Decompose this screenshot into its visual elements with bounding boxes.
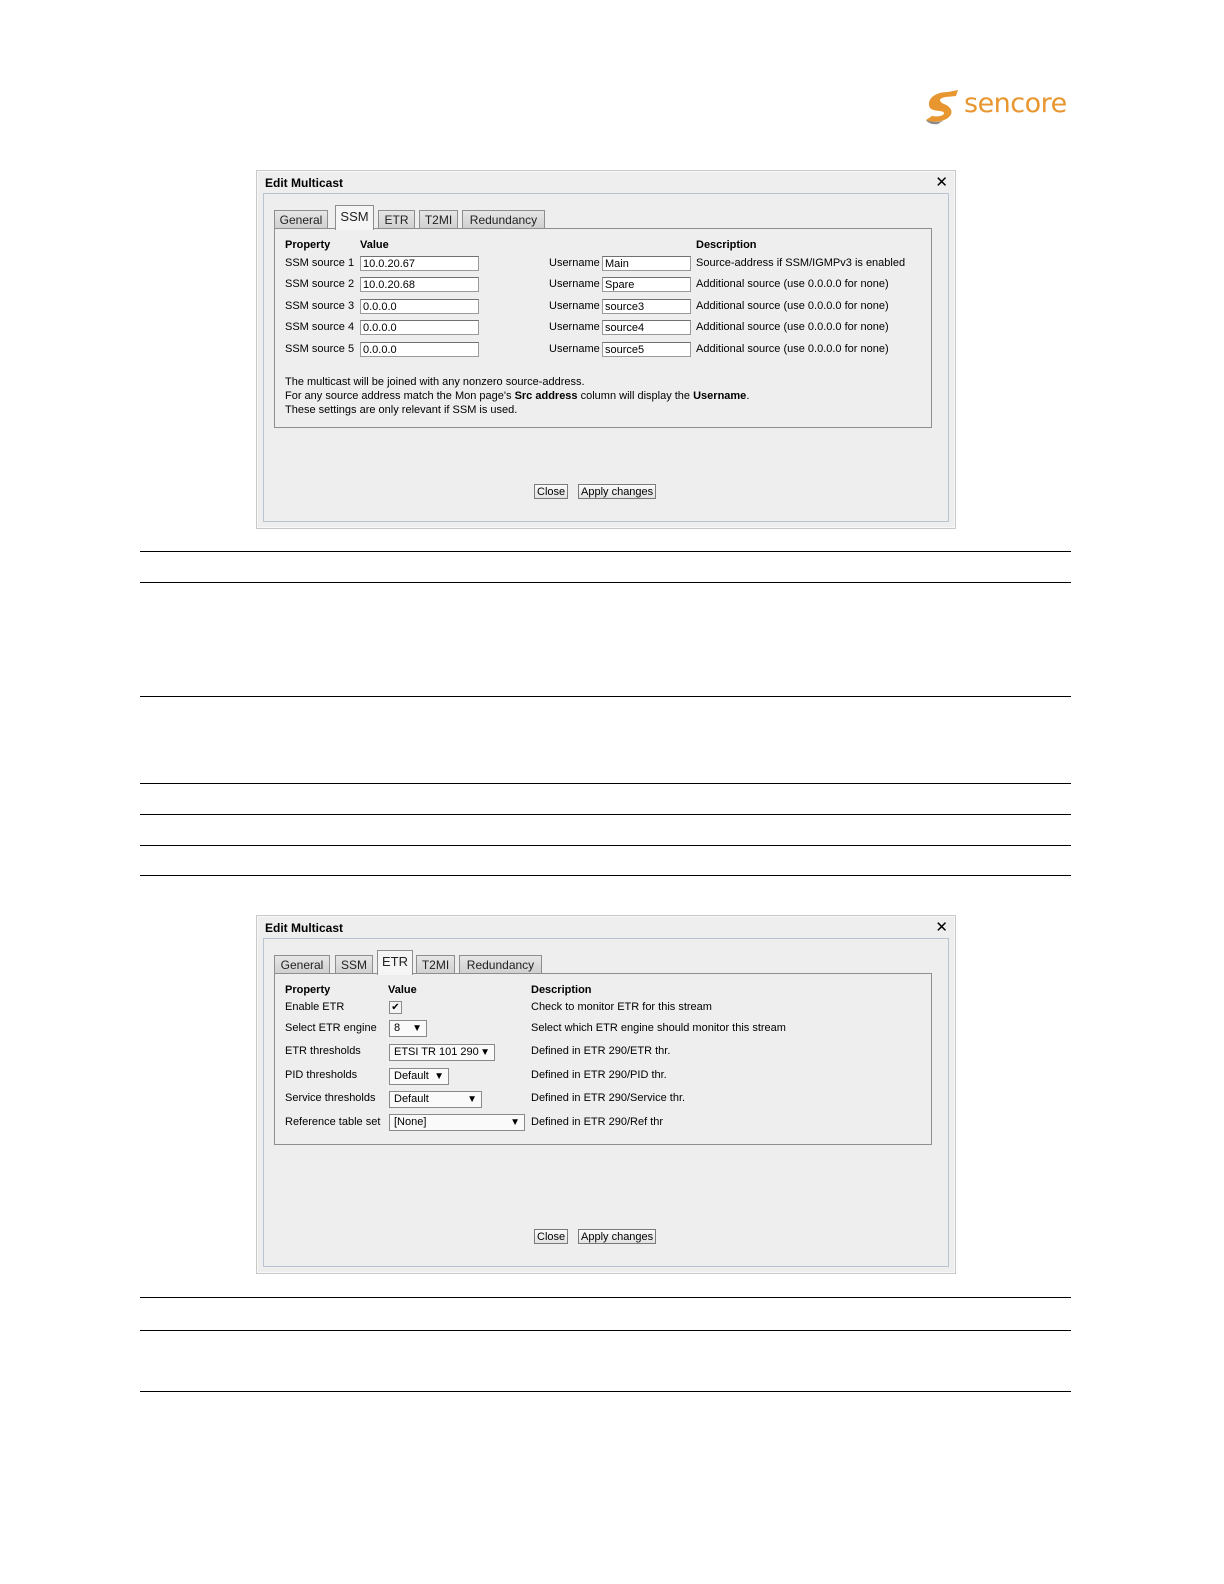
edit-multicast-dialog-ssm [256,170,956,529]
ssm-source-3-input[interactable]: 0.0.0.0 [360,299,479,314]
tab-etr[interactable]: ETR [377,950,413,975]
service-thresholds-description: Defined in ETR 290/Service thr. [531,1092,686,1104]
header-property: Property [285,239,331,251]
divider [140,582,1071,583]
ssm-source-5-label: SSM source 5 [285,343,355,355]
close-icon[interactable]: ✕ [935,919,948,936]
chevron-down-icon: ▼ [480,1047,490,1058]
tab-ssm[interactable]: SSM [335,955,373,974]
ssm-source-1-label: SSM source 1 [285,257,355,269]
dialog-body [263,938,949,1267]
username-4-input[interactable]: source4 [602,320,691,335]
ssm-source-5-input[interactable]: 0.0.0.0 [360,342,479,357]
ssm-note [285,375,749,417]
chevron-down-icon: ▼ [412,1023,422,1034]
note-line-1: The multicast will be joined with any nonzero source-address. [285,376,585,388]
username-5-input[interactable]: source5 [602,342,691,357]
dialog-body [263,193,949,522]
username-1-input[interactable]: Main [602,256,691,271]
username-label: Username [549,343,600,355]
ssm-source-4-input[interactable]: 0.0.0.0 [360,320,479,335]
ssm-panel [274,228,932,428]
divider [140,1391,1071,1392]
header-property: Property [285,984,331,996]
service-thresholds-label: Service thresholds [285,1092,376,1104]
edit-multicast-dialog-etr [256,915,956,1274]
ssm-source-2-label: SSM source 2 [285,278,355,290]
ssm-source-4-label: SSM source 4 [285,321,355,333]
divider [140,783,1071,784]
username-label: Username [549,321,600,333]
select-etr-engine-description: Select which ETR engine should monitor this stream [531,1022,786,1034]
header-value: Value [388,984,417,996]
etr-thresholds-label: ETR thresholds [285,1045,361,1057]
chevron-down-icon: ▼ [434,1071,444,1082]
note-line-2: For any source address match the Mon page's Src address column will display the Username. [285,390,750,402]
etr-engine-select[interactable]: 8 ▼ [389,1020,427,1037]
username-3-input[interactable]: source3 [602,299,691,314]
dialog-title: Edit Multicast [265,921,344,935]
divider [140,845,1071,846]
divider [140,696,1071,697]
etr-thresholds-select[interactable]: ETSI TR 101 290 ▼ [389,1044,495,1061]
ssm-source-1-input[interactable]: 10.0.20.67 [360,256,479,271]
pid-thresholds-description: Defined in ETR 290/PID thr. [531,1069,667,1081]
note-line-3: These settings are only relevant if SSM is used. [285,404,518,416]
ssm-source-2-description: Additional source (use 0.0.0.0 for none) [696,278,889,290]
divider [140,875,1071,876]
apply-changes-button[interactable]: Apply changes [578,1229,656,1244]
ssm-source-3-label: SSM source 3 [285,300,355,312]
tab-general[interactable]: General [274,955,330,974]
divider [140,551,1071,552]
username-label: Username [549,257,600,269]
username-label: Username [549,300,600,312]
header-description: Description [531,984,592,996]
divider [140,1330,1071,1331]
tab-etr[interactable]: ETR [378,210,415,229]
pid-thresholds-label: PID thresholds [285,1069,358,1081]
brand-name: sencore [964,88,1067,119]
sencore-logo [924,86,1074,126]
enable-etr-description: Check to monitor ETR for this stream [531,1001,712,1013]
enable-etr-checkbox[interactable]: ✔ [389,1001,402,1014]
close-icon[interactable]: ✕ [935,174,948,191]
chevron-down-icon: ▼ [510,1117,520,1128]
tab-general[interactable]: General [274,210,328,229]
username-2-input[interactable]: Spare [602,277,691,292]
close-button[interactable]: Close [534,1229,568,1244]
tab-t2mi[interactable]: T2MI [416,955,455,974]
reference-table-set-label: Reference table set [285,1116,381,1128]
reference-table-set-description: Defined in ETR 290/Ref thr [531,1116,664,1128]
tab-t2mi[interactable]: T2MI [419,210,458,229]
username-label: Username [549,278,600,290]
ssm-source-2-input[interactable]: 10.0.20.68 [360,277,479,292]
header-description: Description [696,239,757,251]
enable-etr-label: Enable ETR [285,1001,345,1013]
ssm-source-1-description: Source-address if SSM/IGMPv3 is enabled [696,257,906,269]
etr-thresholds-description: Defined in ETR 290/ETR thr. [531,1045,671,1057]
header-value: Value [360,239,389,251]
divider [140,1297,1071,1298]
ssm-source-5-description: Additional source (use 0.0.0.0 for none) [696,343,889,355]
ssm-source-3-description: Additional source (use 0.0.0.0 for none) [696,300,889,312]
tab-redundancy[interactable]: Redundancy [462,210,545,229]
etr-panel [274,973,932,1145]
divider [140,814,1071,815]
apply-changes-button[interactable]: Apply changes [578,484,656,499]
reference-table-set-select[interactable]: [None] ▼ [389,1114,525,1131]
close-button[interactable]: Close [534,484,568,499]
dialog-title: Edit Multicast [265,176,344,190]
ssm-source-4-description: Additional source (use 0.0.0.0 for none) [696,321,889,333]
sencore-s-logo-icon [924,86,964,126]
chevron-down-icon: ▼ [467,1094,477,1105]
pid-thresholds-select[interactable]: Default ▼ [389,1068,449,1085]
select-etr-engine-label: Select ETR engine [285,1022,377,1034]
tab-ssm[interactable]: SSM [335,205,374,230]
service-thresholds-select[interactable]: Default ▼ [389,1091,482,1108]
tab-redundancy[interactable]: Redundancy [459,955,542,974]
